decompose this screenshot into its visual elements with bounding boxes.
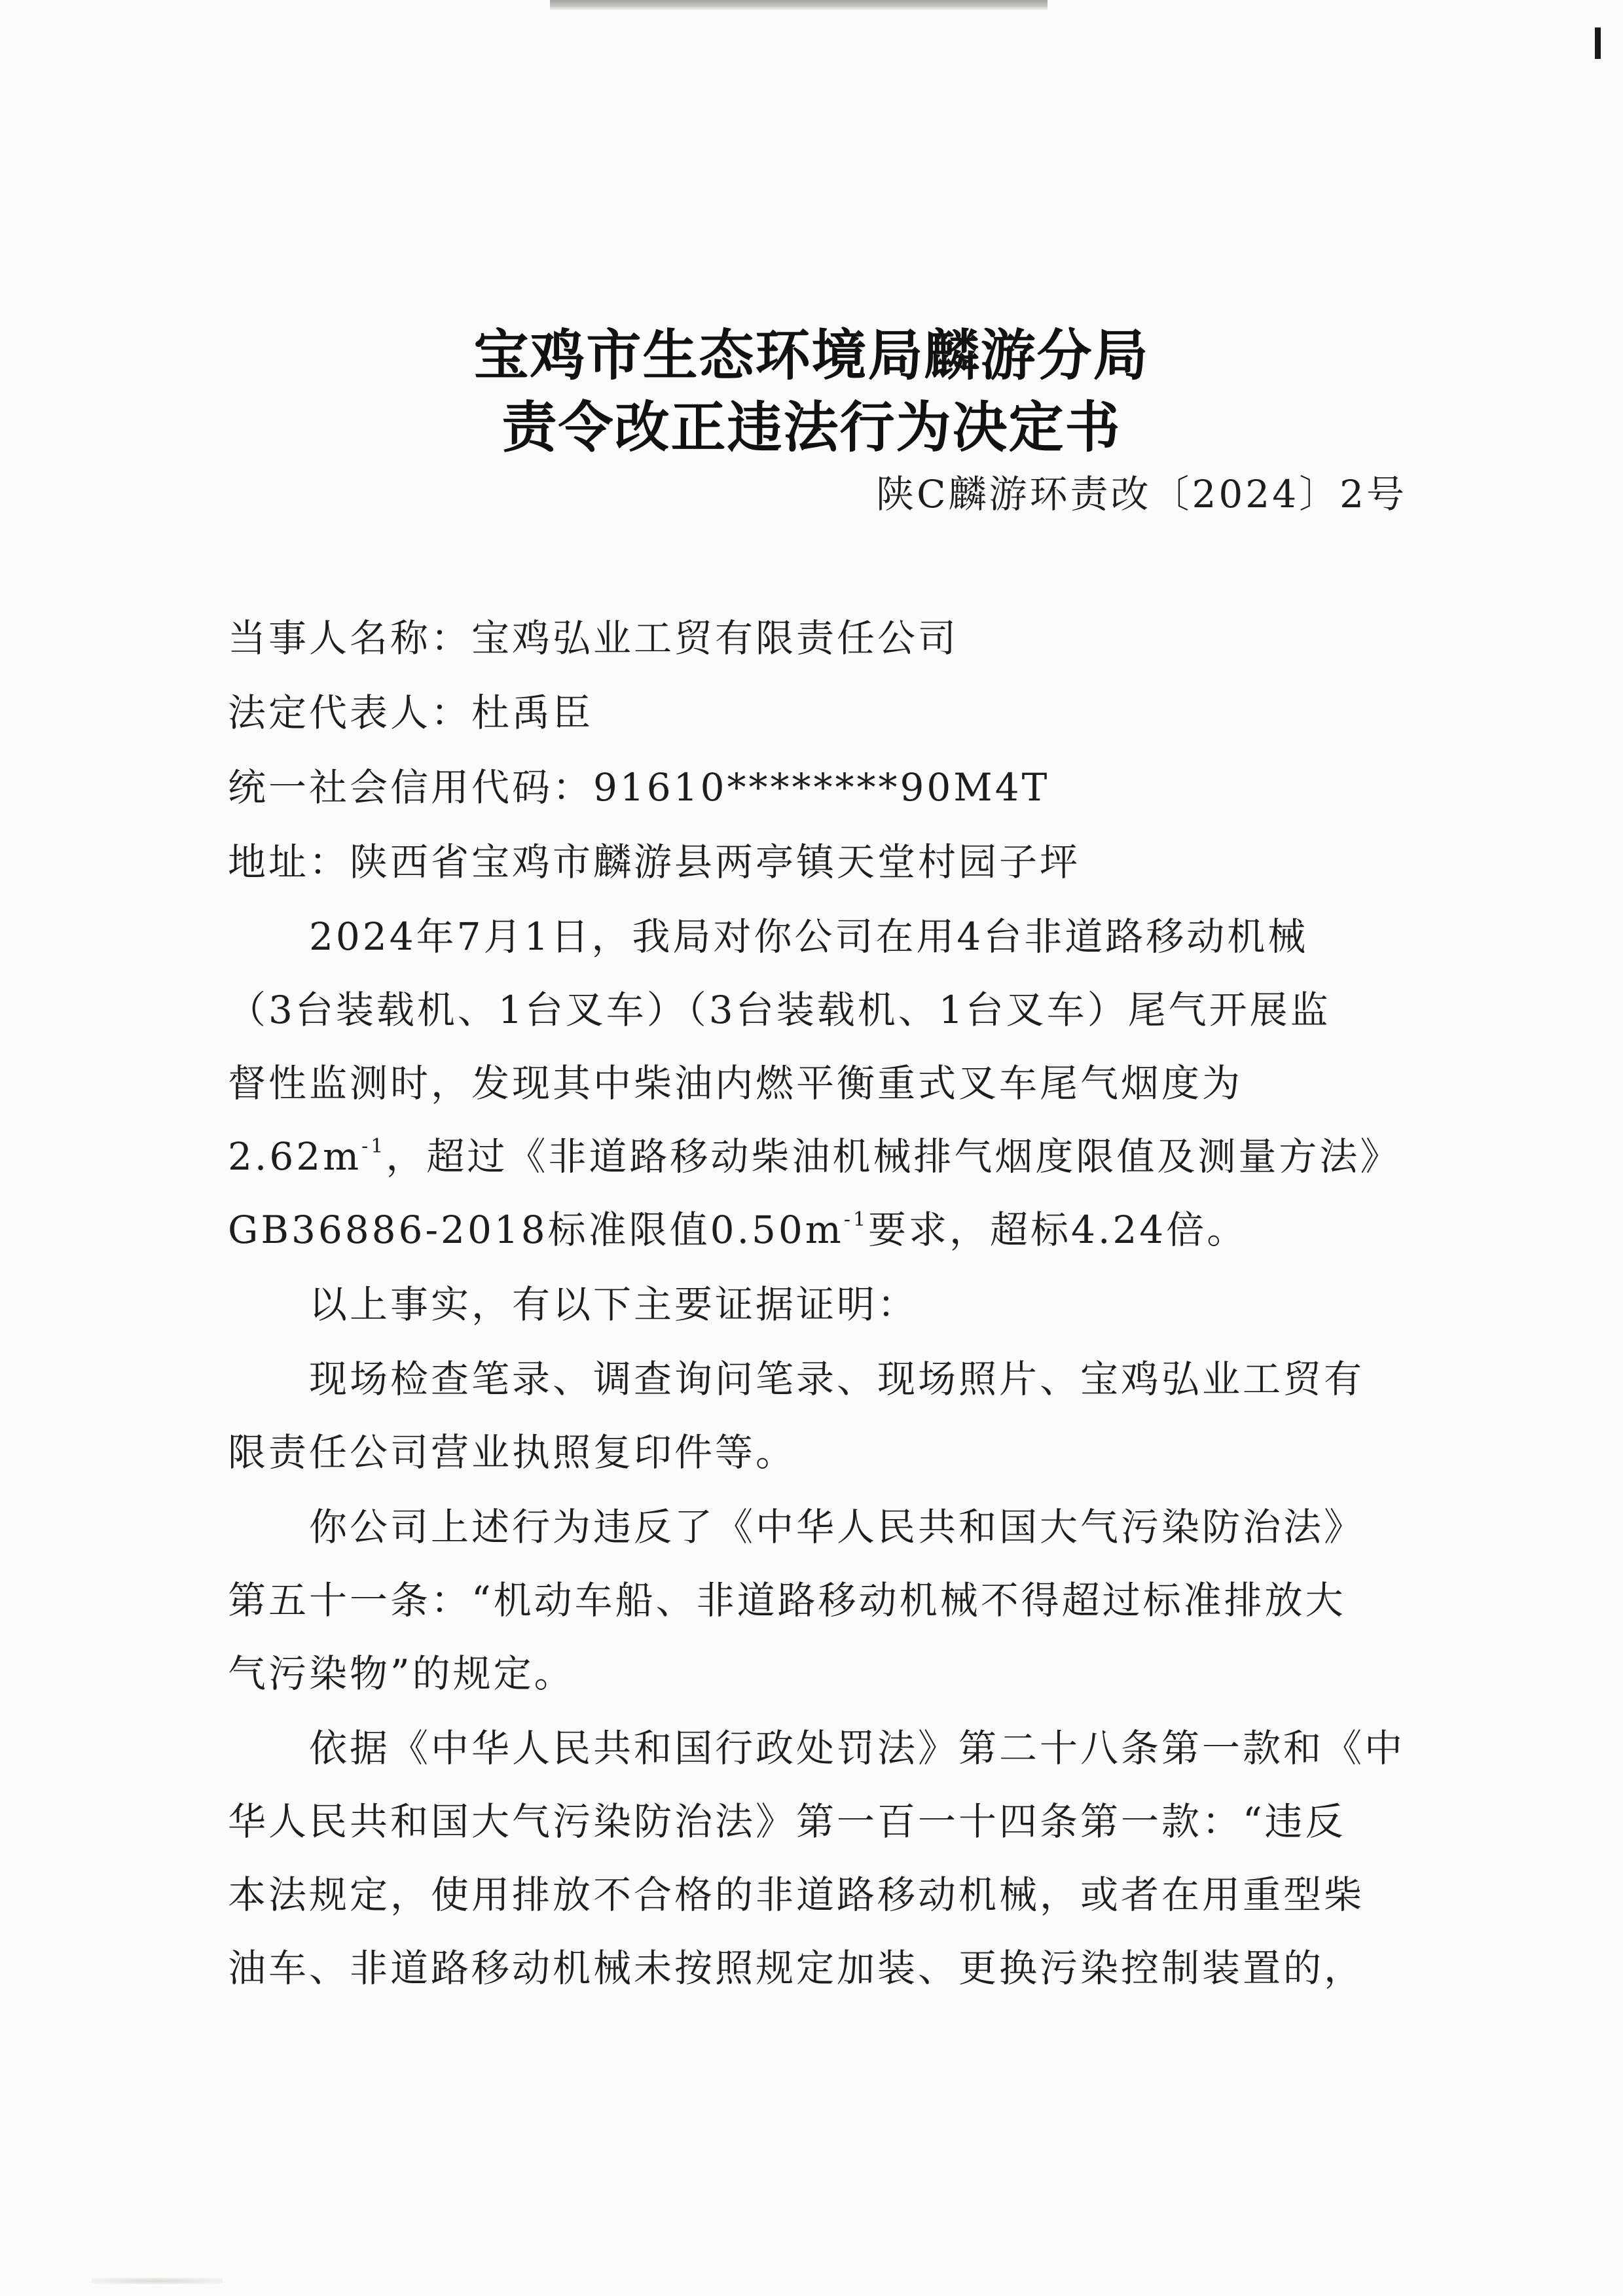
document-title-line-1: 宝鸡市生态环境局麟游分局 [473,323,1150,387]
unit-exponent: -1 [843,1208,869,1231]
paragraph-1-line-2: （3台装载机、1台叉车）（3台装载机、1台叉车）尾气开展监 [228,988,1331,1032]
paragraph-5-line-4: 油车、非道路移动机械未按照规定加装、更换污染控制装置的， [228,1946,1365,1990]
unit-exponent: -1 [361,1135,386,1158]
address: 地址：陕西省宝鸡市麟游县两亭镇天堂村园子坪 [228,840,1081,884]
document-number: 陕C麟游环责改〔2024〕2号 [876,472,1407,516]
paragraph-1-line-4 [228,1134,1401,1179]
standard-limit: GB36886-2018标准限值0.50m [228,1208,844,1252]
paragraph-4-line-2: 第五十一条：“机动车船、非道路移动机械不得超过标准排放大 [228,1578,1346,1623]
credit-code: 统一社会信用代码：91610********90M4T [228,765,1050,810]
paragraph-3-line-2: 限责任公司营业执照复印件等。 [228,1430,797,1475]
paragraph-4-line-3: 气污染物”的规定。 [228,1651,575,1696]
paragraph-1-line-3: 督性监测时，发现其中柴油内燃平衡重式叉车尾气烟度为 [228,1061,1243,1105]
paragraph-1-line-1: 2024年7月1日，我局对你公司在用4台非道路移动机械 [309,914,1309,959]
paragraph-5-line-3: 本法规定，使用排放不合格的非道路移动机械，或者在用重型柴 [228,1873,1365,1917]
scan-smudge [92,2278,223,2284]
legal-representative: 法定代表人：杜禹臣 [228,691,594,735]
paragraph-5-line-2: 华人民共和国大气污染防治法》第一百一十四条第一款：“违反 [228,1799,1346,1844]
paragraph-5-line-1: 依据《中华人民共和国行政处罚法》第二十八条第一款和《中 [309,1726,1406,1770]
paragraph-3-line-1: 现场检查笔录、调查询问笔录、现场照片、宝鸡弘业工贸有 [309,1357,1365,1401]
party-name: 当事人名称：宝鸡弘业工贸有限责任公司 [228,616,959,660]
scan-edge-mark [550,0,1048,10]
paragraph-1-line-4-rest: ，超过《非道路移动柴油机械排气烟度限值及测量方法》 [386,1134,1401,1179]
document-title-line-2: 责令改正违法行为决定书 [501,395,1122,459]
paragraph-1-line-5-rest: 要求，超标4.24倍。 [868,1208,1248,1252]
scan-edge-mark-right [1595,27,1601,59]
smoke-value: 2.62m [228,1134,362,1179]
paragraph-1-line-5 [228,1208,1248,1252]
paragraph-2-line-1: 以上事实，有以下主要证据证明： [309,1282,919,1327]
paragraph-4-line-1: 你公司上述行为违反了《中华人民共和国大气污染防治法》 [309,1505,1365,1549]
